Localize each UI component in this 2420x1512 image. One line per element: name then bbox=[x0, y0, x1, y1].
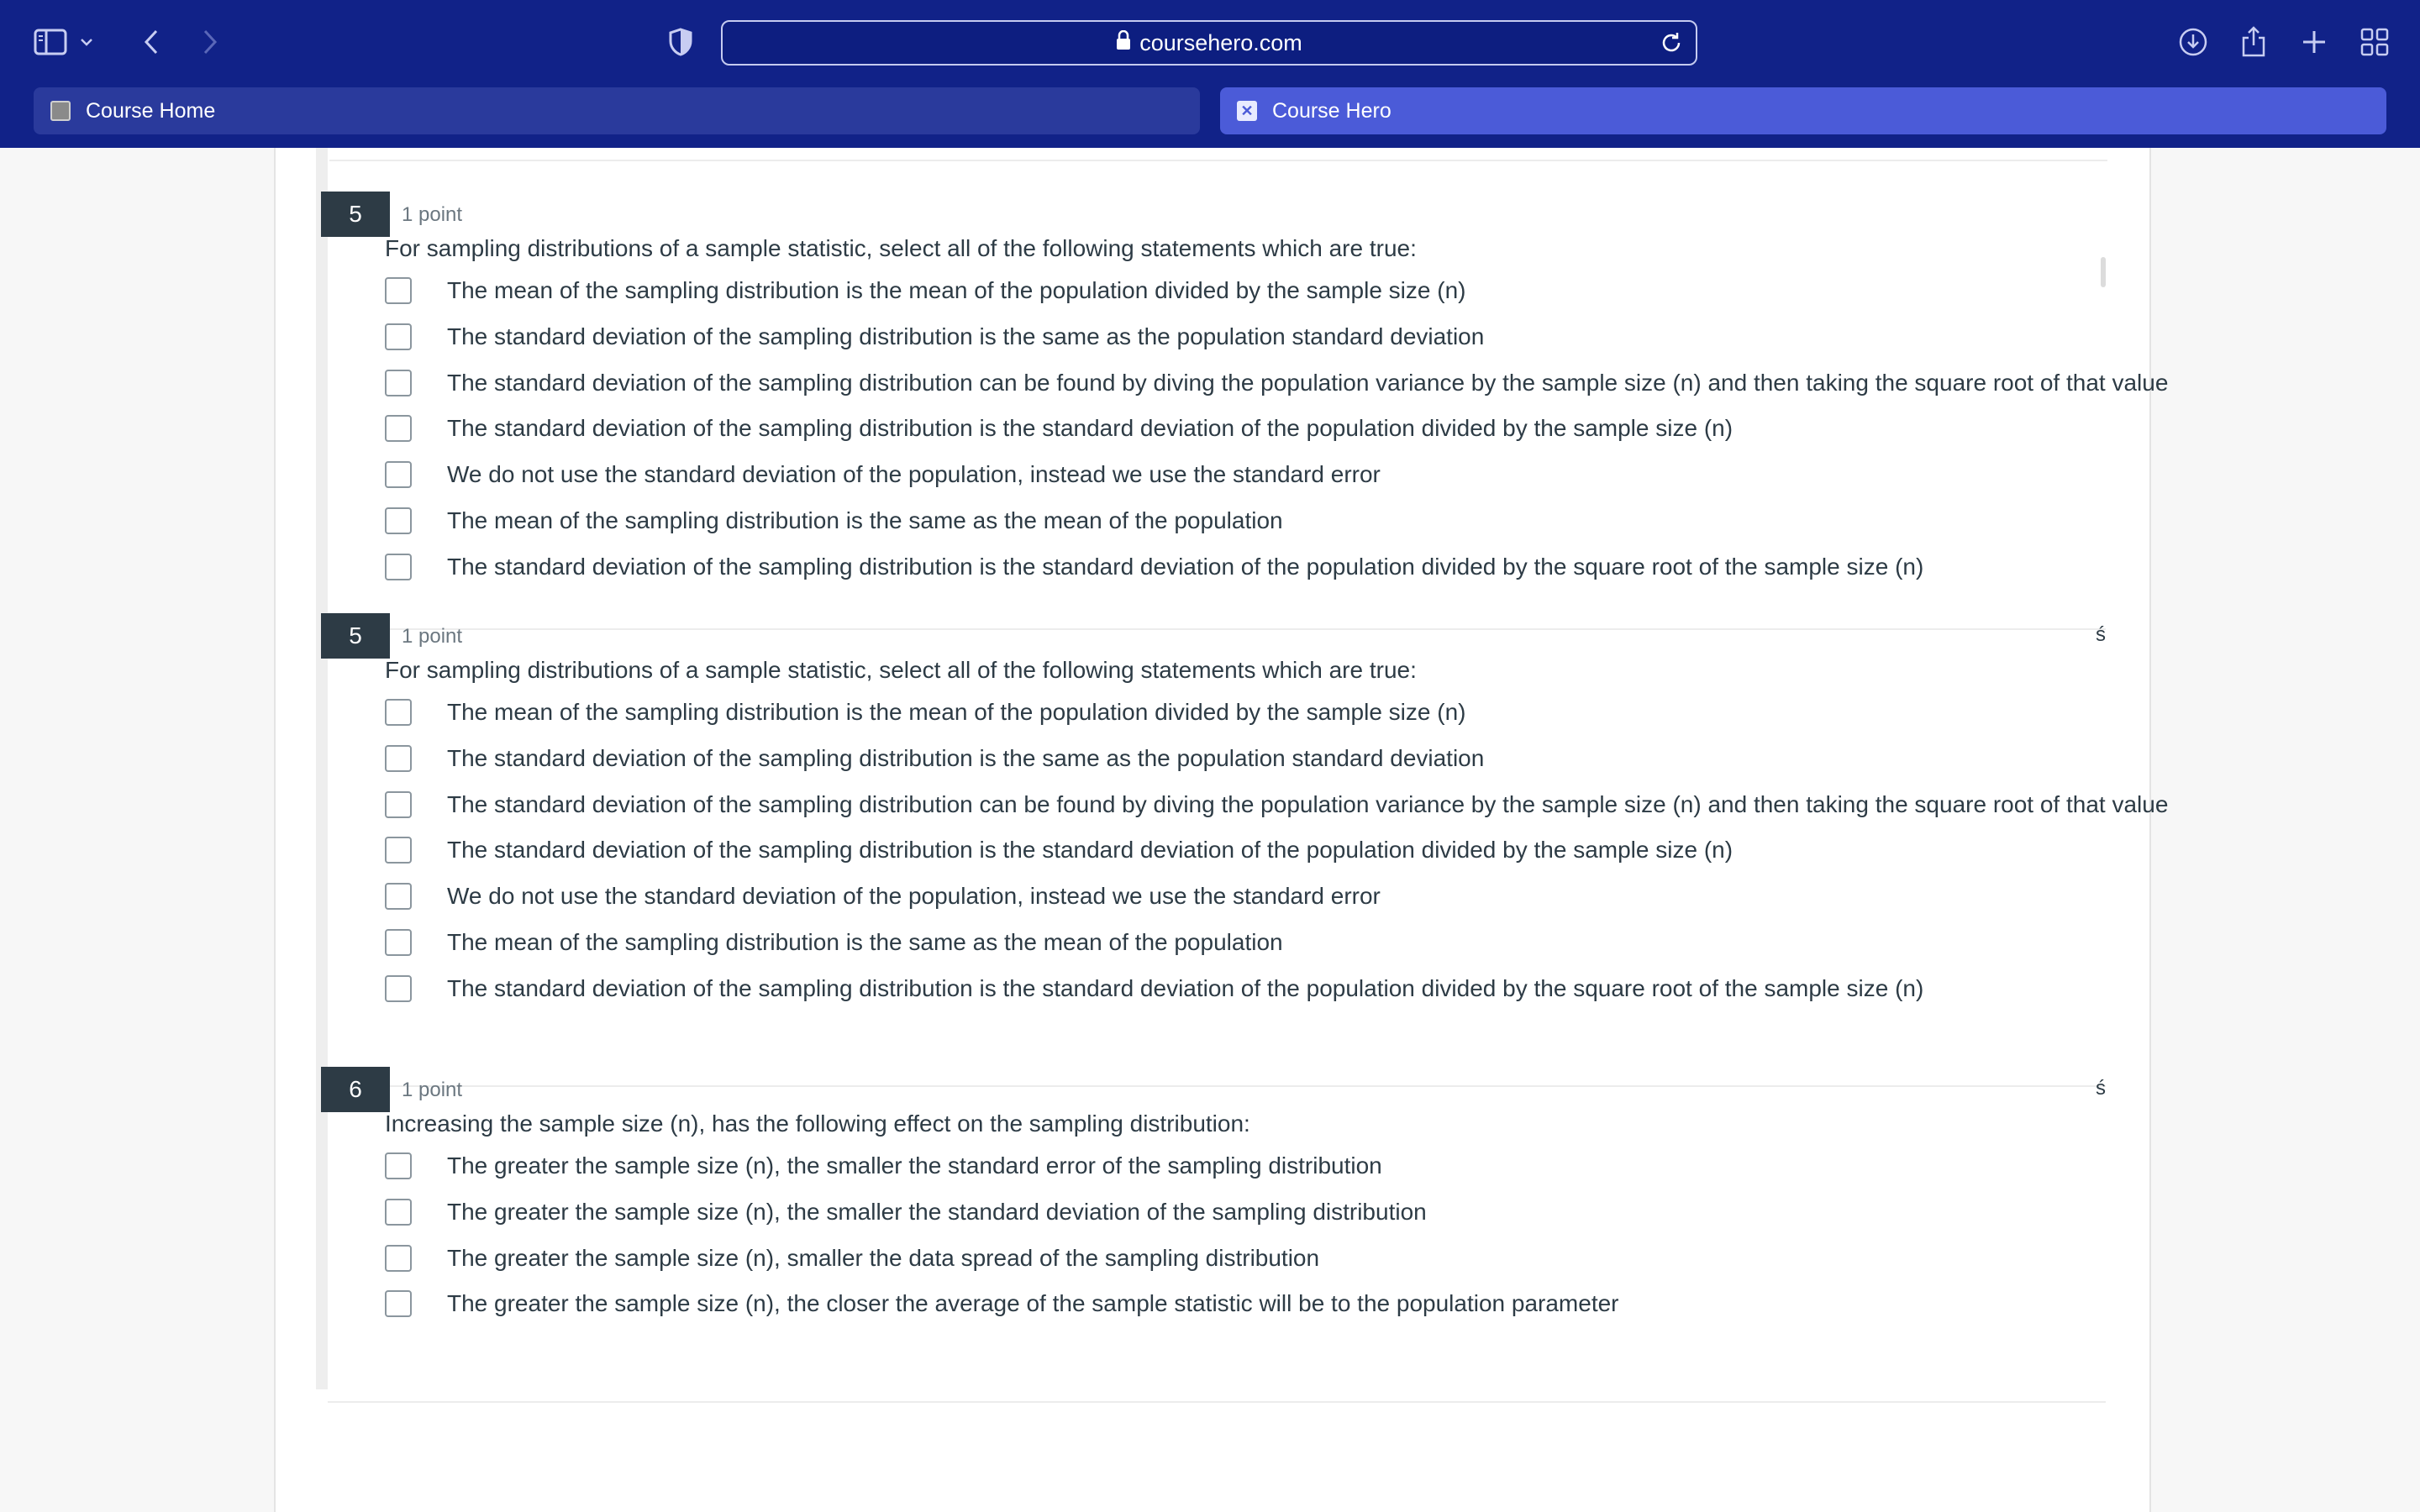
answer-checkbox[interactable] bbox=[385, 837, 412, 864]
question-text: For sampling distributions of a sample statistic, select all of the following statements which are true: bbox=[385, 235, 1417, 261]
new-tab-icon[interactable] bbox=[2294, 22, 2334, 62]
question-number: 5 bbox=[321, 613, 390, 659]
answers-scrollbar[interactable] bbox=[2101, 257, 2106, 287]
shield-icon[interactable] bbox=[660, 22, 701, 62]
answer-option[interactable] bbox=[385, 926, 1283, 959]
answer-label: The standard deviation of the sampling distribution is the same as the population standard deviation bbox=[447, 323, 1485, 349]
answer-label: We do not use the standard deviation of the population, instead we use the standard error bbox=[447, 461, 1381, 488]
question-block bbox=[316, 148, 2169, 630]
lock-icon bbox=[1116, 30, 1131, 56]
quiz-page bbox=[274, 148, 2169, 1512]
answer-checkbox[interactable] bbox=[385, 745, 412, 772]
question-points: 1 point bbox=[402, 625, 463, 648]
answer-option[interactable] bbox=[385, 788, 2168, 822]
answer-checkbox[interactable] bbox=[385, 699, 412, 726]
answer-checkbox[interactable] bbox=[385, 1152, 412, 1179]
answer-label: The mean of the sampling distribution is the mean of the population divided by the sample size (n) bbox=[447, 277, 1466, 303]
answer-option[interactable] bbox=[385, 458, 1381, 491]
answer-checkbox[interactable] bbox=[385, 277, 412, 304]
answer-option[interactable] bbox=[385, 696, 1465, 729]
address-bar[interactable] bbox=[721, 20, 1697, 66]
answer-label: The mean of the sampling distribution is the same as the mean of the population bbox=[447, 507, 1283, 533]
answer-checkbox[interactable] bbox=[385, 415, 412, 442]
answer-label: The greater the sample size (n), the smaller the standard deviation of the sampling distribution bbox=[447, 1198, 1427, 1225]
question-block bbox=[316, 570, 2169, 1087]
flag-question-icon[interactable]: ś bbox=[2096, 1077, 2106, 1100]
answer-label: The standard deviation of the sampling distribution is the standard deviation of the population divided by the square root of the sample size (n) bbox=[447, 553, 1924, 580]
answer-option[interactable] bbox=[385, 366, 2168, 400]
answer-label: The standard deviation of the sampling distribution can be found by diving the population variance by the sample size (n) and then taking the square root of that value bbox=[447, 369, 2169, 396]
tab-course-hero[interactable] bbox=[1220, 87, 2386, 134]
answer-option[interactable] bbox=[385, 879, 1381, 913]
answer-checkbox[interactable] bbox=[385, 791, 412, 818]
sidebar-icon[interactable] bbox=[30, 22, 71, 62]
answer-checkbox[interactable] bbox=[385, 323, 412, 350]
answer-checkbox[interactable] bbox=[385, 929, 412, 956]
answer-checkbox[interactable] bbox=[385, 370, 412, 396]
answer-option[interactable] bbox=[385, 833, 1733, 867]
browser-toolbar bbox=[0, 0, 2420, 148]
url-text: coursehero.com bbox=[1139, 29, 1302, 55]
answer-option[interactable] bbox=[385, 1242, 1319, 1275]
course-home-favicon-icon bbox=[50, 101, 71, 121]
answer-label: The greater the sample size (n), the smaller the standard error of the sampling distribution bbox=[447, 1152, 1382, 1179]
question-block bbox=[316, 1023, 2106, 1403]
tab-overview-icon[interactable] bbox=[2354, 22, 2395, 62]
answer-checkbox[interactable] bbox=[385, 461, 412, 488]
answer-label: The mean of the sampling distribution is the mean of the population divided by the sample size (n) bbox=[447, 699, 1466, 725]
answer-option[interactable] bbox=[385, 320, 1484, 354]
question-points: 1 point bbox=[402, 203, 463, 226]
question-divider bbox=[328, 1401, 2106, 1403]
chevron-down-icon[interactable] bbox=[74, 22, 99, 62]
answer-label: The standard deviation of the sampling distribution can be found by diving the population variance by the sample size (n) and then taking the square root of that value bbox=[447, 790, 2169, 817]
answer-checkbox[interactable] bbox=[385, 1290, 412, 1317]
back-icon[interactable] bbox=[131, 22, 171, 62]
answer-label: The greater the sample size (n), the closer the average of the sample statistic will be to the population parameter bbox=[447, 1290, 1619, 1317]
answer-option[interactable] bbox=[385, 1195, 1427, 1229]
question-number: 5 bbox=[321, 192, 390, 237]
answer-option[interactable] bbox=[385, 972, 1923, 1005]
flag-question-icon[interactable]: ś bbox=[2096, 623, 2106, 646]
reload-icon[interactable] bbox=[1659, 30, 1684, 61]
answer-option[interactable] bbox=[385, 504, 1283, 538]
answer-label: The standard deviation of the sampling distribution is the same as the population standard deviation bbox=[447, 744, 1485, 771]
answer-label: The mean of the sampling distribution is the same as the mean of the population bbox=[447, 929, 1283, 955]
forward-icon[interactable] bbox=[190, 22, 230, 62]
answer-option[interactable] bbox=[385, 1149, 1382, 1183]
question-text: Increasing the sample size (n), has the following effect on the sampling distribution: bbox=[385, 1110, 1250, 1137]
answer-label: The standard deviation of the sampling distribution is the standard deviation of the population divided by the sample size (n) bbox=[447, 415, 1733, 442]
tab-label: Course Hero bbox=[1272, 98, 1392, 123]
answer-option[interactable] bbox=[385, 742, 1484, 775]
answer-checkbox[interactable] bbox=[385, 1245, 412, 1272]
question-number: 6 bbox=[321, 1067, 390, 1112]
answer-checkbox[interactable] bbox=[385, 1199, 412, 1226]
question-points: 1 point bbox=[402, 1079, 463, 1101]
download-icon[interactable] bbox=[2173, 22, 2213, 62]
answer-option[interactable] bbox=[385, 274, 1465, 307]
answer-option[interactable] bbox=[385, 412, 1733, 445]
answer-checkbox[interactable] bbox=[385, 507, 412, 534]
tab-label: Course Home bbox=[86, 98, 216, 123]
answer-checkbox[interactable] bbox=[385, 883, 412, 910]
share-icon[interactable] bbox=[2233, 22, 2274, 62]
course-hero-favicon-icon: ✕ bbox=[1237, 101, 1257, 121]
answer-label: The standard deviation of the sampling distribution is the standard deviation of the population divided by the square root of the sample size (n) bbox=[447, 974, 1924, 1001]
tab-course-home[interactable] bbox=[34, 87, 1200, 134]
answer-label: The greater the sample size (n), smaller the data spread of the sampling distribution bbox=[447, 1244, 1320, 1271]
question-text: For sampling distributions of a sample statistic, select all of the following statements which are true: bbox=[385, 657, 1417, 683]
answer-option[interactable] bbox=[385, 1287, 1619, 1320]
answer-label: We do not use the standard deviation of the population, instead we use the standard error bbox=[447, 883, 1381, 910]
answer-checkbox[interactable] bbox=[385, 975, 412, 1002]
answer-label: The standard deviation of the sampling distribution is the standard deviation of the population divided by the sample size (n) bbox=[447, 837, 1733, 864]
